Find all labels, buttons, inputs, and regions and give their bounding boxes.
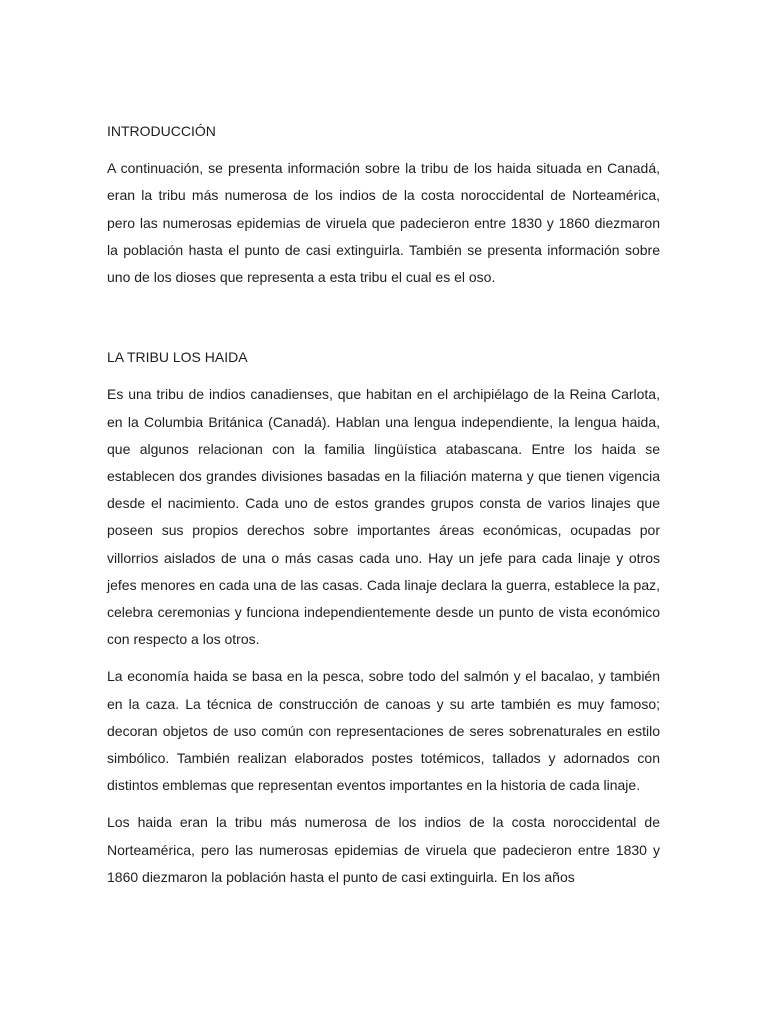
document-body	[107, 118, 660, 891]
paragraph-economia-haida: La economía haida se basa en la pesca, sobre todo del salmón y el bacalao, y también en la caza. La técnica de construcción de canoas y su arte también es muy famoso; decoran objetos de uso común con representaciones de seres sobrenaturales en estilo simbólico. También realizan elaborados postes totémicos, tallados y adornados con distintos emblemas que representan eventos importantes en la historia de cada linaje.	[107, 668, 660, 794]
section-heading-introduccion: INTRODUCCIÓN	[107, 123, 216, 139]
paragraph-introduccion: A continuación, se presenta información sobre la tribu de los haida situada en Canadá, eran la tribu más numerosa de los indios de la costa noroccidental de Norteamérica, pero las numerosas epidemias de viruela que padecieron entre 1830 y 1860 diezmaron la población hasta el punto de casi extinguirla. También se presenta información sobre uno de los dioses que representa a esta tribu el cual es el oso.	[107, 160, 660, 286]
paragraph-epidemias: Los haida eran la tribu más numerosa de los indios de la costa noroccidental de Norteamérica, pero las numerosas epidemias de viruela que padecieron entre 1830 y 1860 diezmaron la población hasta el punto de casi extinguirla. En los años	[107, 814, 660, 885]
section-spacer	[107, 291, 660, 344]
section-heading-la-tribu-los-haida: LA TRIBU LOS HAIDA	[107, 349, 248, 366]
paragraph-tribu-description: Es una tribu de indios canadienses, que habitan en el archipiélago de la Reina Carlota, en la Columbia Británica (Canadá). Hablan una lengua independiente, la lengua haida, que algunos relacionan con la familia lingüística atabascana. Entre los haida se establecen dos grandes divisiones basadas en la filiación materna y que tienen vigencia desde el nacimiento. Cada uno de estos grandes grupos consta de varios linajes que poseen sus propios derechos sobre importantes áreas económicas, ocupadas por villorrios aislados de una o más casas cada uno. Hay un jefe para cada linaje y otros jefes menores en cada una de las casas. Cada linaje declara la guerra, establece la paz, celebra ceremonias y funciona independientemente desde un punto de vista económico con respecto a los otros.	[107, 386, 660, 648]
